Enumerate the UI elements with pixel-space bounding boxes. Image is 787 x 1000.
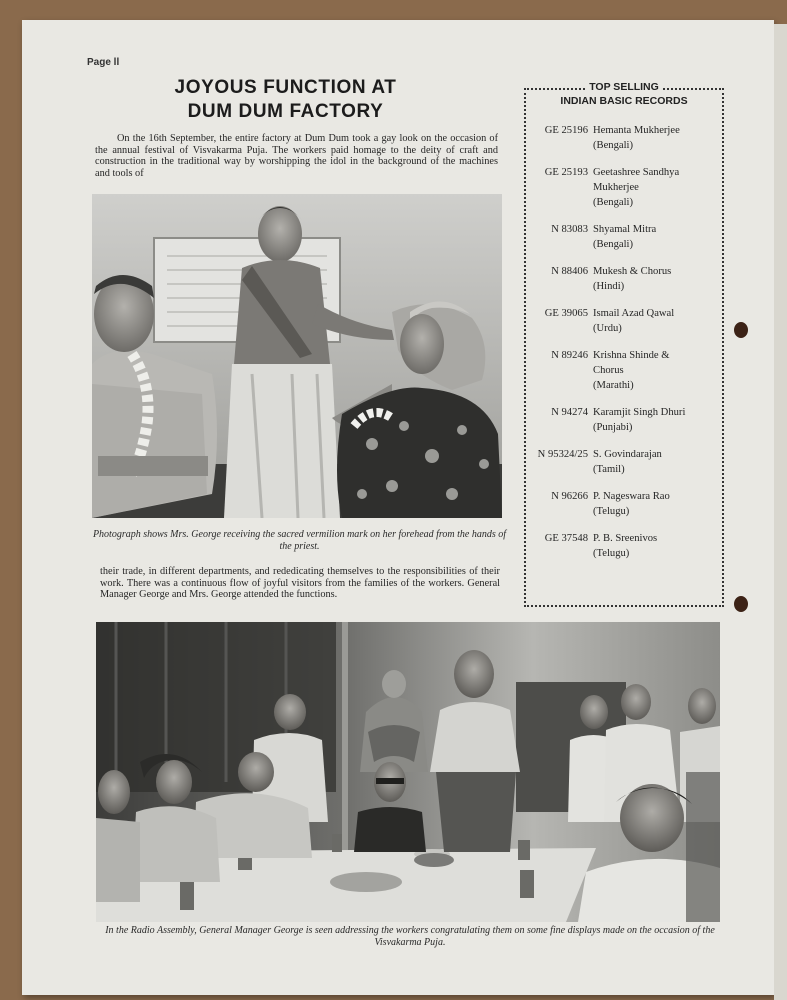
- record-item: [530, 222, 715, 252]
- punch-hole-bottom: [734, 596, 748, 612]
- article-paragraph-1: On the 16th September, the entire factory at Dum Dum took a gay look on the occasion of the annual festival of Visvakarma Puja. The workers paid homage to the deity of craft and construction in the traditional way by worshipping the idol in the background of the machines and tools of: [95, 133, 498, 179]
- article-headline: [118, 76, 453, 124]
- record-artist: P. Nageswara Rao: [593, 491, 670, 502]
- record-number: N 94274: [551, 407, 588, 418]
- record-number: N 89246: [551, 350, 588, 361]
- record-artist: Geetashree Sandhya: [593, 167, 680, 178]
- record-item: [530, 165, 715, 210]
- records-title-line-2: INDIAN BASIC RECORDS: [560, 95, 688, 107]
- record-number: GE 25196: [544, 125, 588, 136]
- record-language: (Bengali): [593, 239, 634, 250]
- record-item: [530, 348, 715, 393]
- record-artist: Shyamal Mitra: [593, 224, 657, 235]
- photo-1-caption: Photograph shows Mrs. George receiving the sacred vermilion mark on her forehead from the hands of the priest.: [92, 529, 507, 552]
- record-item: [530, 306, 715, 336]
- record-language: (Marathi): [593, 380, 634, 391]
- record-item: [530, 264, 715, 294]
- next-page-edge: [774, 24, 787, 1000]
- record-language: (Tamil): [593, 464, 625, 475]
- records-title-line-1: TOP SELLING: [585, 81, 663, 93]
- article-paragraph-2: their trade, in different departments, and rededicating themselves to the responsibilities of their work. There was a continuous flow of joyful visitors from the families of the workers. General Manager George and Mrs. George attended the functions.: [100, 566, 500, 601]
- record-item: [530, 123, 715, 153]
- record-number: N 95324/25: [537, 449, 588, 460]
- photo-vermilion-ceremony: [92, 194, 502, 518]
- headline-line-1: JOYOUS FUNCTION AT: [174, 77, 397, 98]
- photo-radio-assembly: [96, 622, 720, 922]
- punch-hole-top: [734, 322, 748, 338]
- record-artist: P. B. Sreenivos: [593, 533, 658, 544]
- record-number: N 83083: [551, 224, 588, 235]
- record-language: (Hindi): [593, 281, 625, 292]
- record-number: GE 25193: [544, 167, 588, 178]
- record-language: (Punjabi): [593, 422, 633, 433]
- records-list: [530, 123, 715, 573]
- record-number: N 96266: [551, 491, 588, 502]
- record-language: (Bengali): [593, 197, 634, 208]
- record-number: N 88406: [551, 266, 588, 277]
- record-artist-continued: Chorus: [593, 365, 624, 376]
- record-language: (Bengali): [593, 140, 634, 151]
- record-artist: Mukesh & Chorus: [593, 266, 672, 277]
- record-artist: Krishna Shinde &: [593, 350, 670, 361]
- record-artist: Ismail Azad Qawal: [593, 308, 675, 319]
- record-language: (Telugu): [593, 506, 630, 517]
- record-item: [530, 489, 715, 519]
- record-item: [530, 447, 715, 477]
- records-title: [524, 80, 724, 108]
- page-number: Page ll: [87, 57, 120, 68]
- record-number: GE 37548: [544, 533, 588, 544]
- record-number: GE 39065: [544, 308, 588, 319]
- record-language: (Urdu): [593, 323, 622, 334]
- record-artist: Hemanta Mukherjee: [593, 125, 680, 136]
- record-artist-continued: Mukherjee: [593, 182, 639, 193]
- record-item: [530, 531, 715, 561]
- record-item: [530, 405, 715, 435]
- headline-line-2: DUM DUM FACTORY: [187, 101, 384, 122]
- photo-2-caption: In the Radio Assembly, General Manager George is seen addressing the workers congratulating them on some fine displays made on the occasion of the Visvakarma Puja.: [105, 925, 715, 948]
- record-language: (Telugu): [593, 548, 630, 559]
- record-artist: S. Govindarajan: [593, 449, 662, 460]
- record-artist: Karamjit Singh Dhuri: [593, 407, 686, 418]
